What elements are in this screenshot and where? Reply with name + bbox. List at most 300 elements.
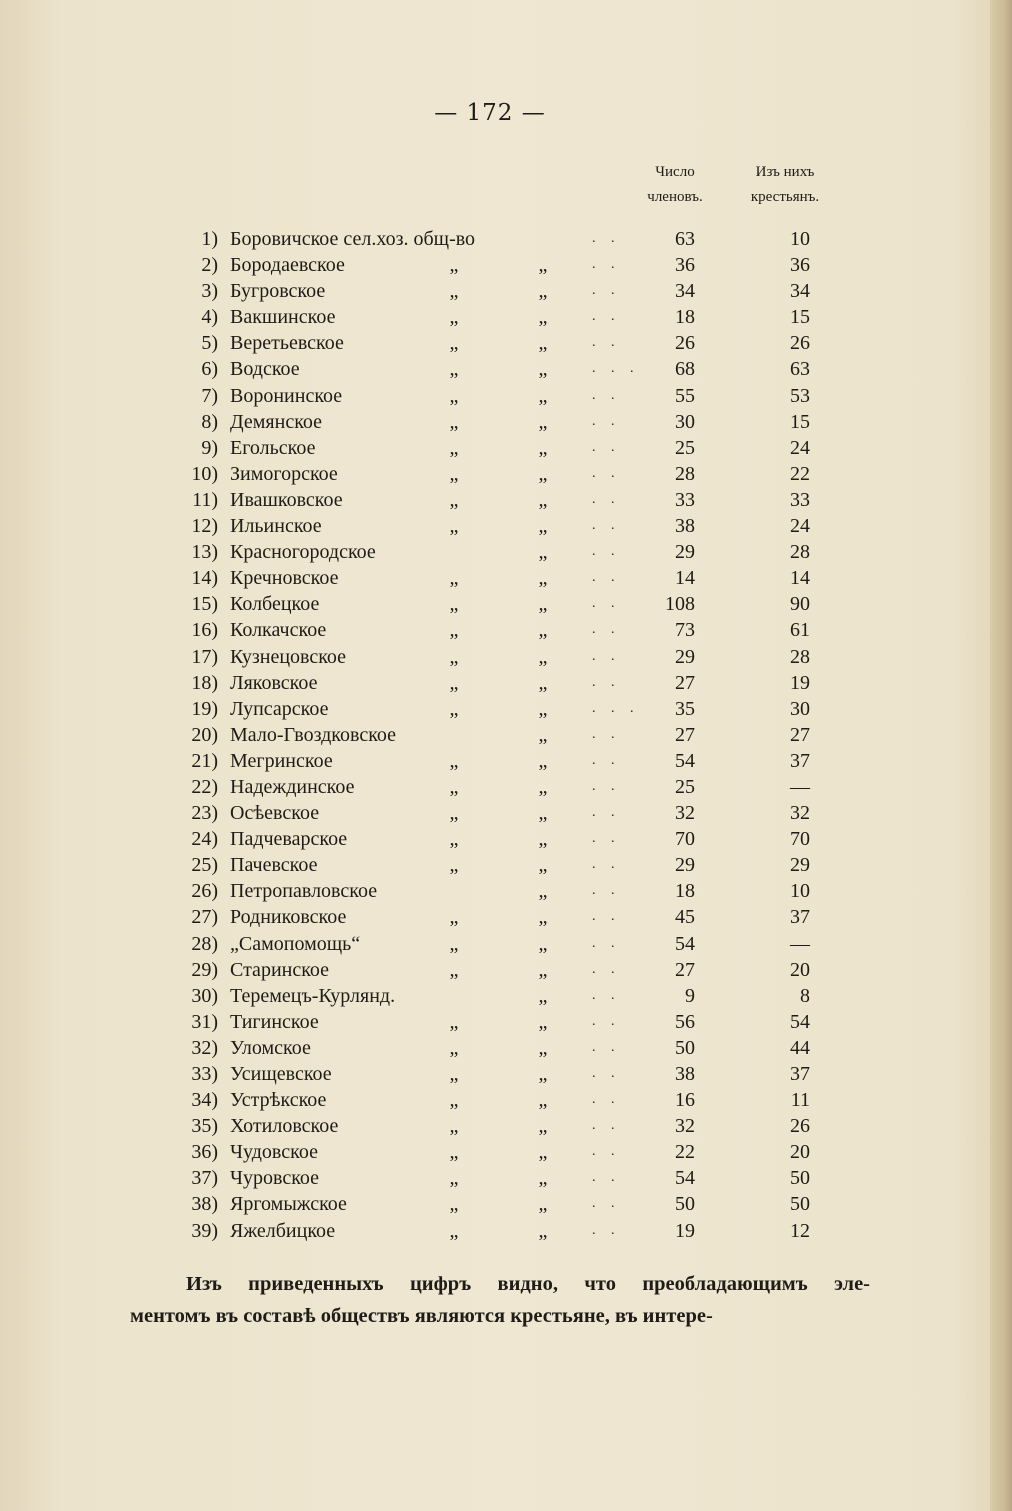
row-number: 3) bbox=[201, 280, 218, 303]
row-number: 35) bbox=[191, 1115, 218, 1138]
row-number: 12) bbox=[191, 515, 218, 538]
ditto-mark: „ bbox=[449, 384, 459, 407]
society-name: Веретьевское bbox=[230, 332, 344, 355]
row-number: 24) bbox=[191, 828, 218, 851]
table-row bbox=[0, 904, 1012, 930]
members-count: 25 bbox=[675, 436, 695, 459]
society-name: Чуровское bbox=[230, 1167, 320, 1190]
leader-dots: . . bbox=[592, 465, 621, 481]
ditto-mark: „ bbox=[538, 645, 548, 668]
row-number: 29) bbox=[191, 958, 218, 981]
society-name: Водское bbox=[230, 358, 300, 381]
table-row bbox=[0, 1191, 1012, 1217]
leader-dots: . . bbox=[592, 491, 621, 507]
table-row bbox=[0, 1139, 1012, 1165]
row-number: 37) bbox=[191, 1167, 218, 1190]
members-count: 9 bbox=[685, 984, 695, 1007]
members-count: 27 bbox=[675, 958, 695, 981]
ditto-mark: „ bbox=[449, 1063, 459, 1085]
ditto-mark: „ bbox=[538, 1010, 548, 1033]
ditto-mark: „ bbox=[538, 671, 548, 694]
ditto-mark: „ bbox=[538, 828, 548, 851]
row-number: 26) bbox=[191, 880, 218, 903]
table-row bbox=[0, 617, 1012, 643]
members-count: 16 bbox=[675, 1089, 695, 1112]
table-row bbox=[0, 1218, 1012, 1244]
peasants-count: 30 bbox=[790, 697, 810, 720]
page-number: — 172 — bbox=[434, 100, 546, 126]
members-count: 27 bbox=[675, 723, 695, 746]
row-number: 27) bbox=[191, 906, 218, 929]
table-row bbox=[0, 1113, 1012, 1139]
society-name: Петропавловское bbox=[230, 880, 378, 903]
society-name: Падчеварское bbox=[230, 828, 348, 851]
ditto-mark: „ bbox=[449, 1219, 459, 1242]
ditto-mark: „ bbox=[449, 828, 459, 851]
row-number: 2) bbox=[201, 254, 218, 277]
society-name: Тигинское bbox=[230, 1010, 319, 1033]
ditto-mark: „ bbox=[538, 488, 548, 511]
peasants-count: 15 bbox=[790, 306, 810, 329]
society-name: Кузнецовское bbox=[230, 645, 347, 668]
members-count: 14 bbox=[675, 567, 695, 590]
society-name: Демянское bbox=[230, 410, 323, 433]
table-row bbox=[0, 591, 1012, 617]
members-count: 56 bbox=[675, 1010, 695, 1033]
ditto-mark: „ bbox=[449, 1010, 459, 1033]
peasants-count: 10 bbox=[790, 880, 810, 903]
society-name: Кречновское bbox=[230, 567, 339, 590]
table-row bbox=[0, 696, 1012, 722]
leader-dots: . . bbox=[592, 283, 621, 299]
ditto-mark: „ bbox=[449, 749, 459, 772]
peasants-count: 24 bbox=[790, 436, 810, 459]
peasants-count: 50 bbox=[790, 1193, 810, 1216]
ditto-mark: „ bbox=[538, 697, 548, 720]
society-name: „Самопомощь“ bbox=[230, 932, 361, 955]
society-name: Чудовское bbox=[230, 1141, 318, 1164]
society-name: Егольское bbox=[230, 436, 316, 459]
ditto-mark: „ bbox=[449, 410, 459, 433]
ditto-mark: „ bbox=[449, 358, 459, 381]
leader-dots: . . bbox=[592, 1092, 621, 1108]
leader-dots: . . bbox=[592, 752, 621, 768]
peasants-count: 24 bbox=[790, 515, 810, 538]
society-name: Колкачское bbox=[230, 619, 327, 642]
peasants-count: 61 bbox=[790, 619, 810, 642]
leader-dots: . . bbox=[592, 961, 621, 977]
row-number: 34) bbox=[191, 1089, 218, 1112]
row-number: 16) bbox=[191, 619, 218, 642]
leader-dots: . . bbox=[592, 674, 621, 690]
society-name: Лупсарское bbox=[230, 697, 329, 720]
peasants-count: 20 bbox=[790, 958, 810, 981]
leader-dots: . . . bbox=[592, 700, 640, 716]
society-name: Родниковское bbox=[230, 906, 347, 929]
peasants-count: — bbox=[790, 775, 810, 798]
ditto-mark: „ bbox=[449, 671, 459, 694]
row-number: 19) bbox=[191, 697, 218, 720]
members-count: 19 bbox=[675, 1219, 695, 1242]
ditto-mark: „ bbox=[449, 436, 459, 459]
row-number: 5) bbox=[201, 332, 218, 355]
ditto-mark: „ bbox=[449, 515, 459, 538]
members-count: 29 bbox=[675, 645, 695, 668]
leader-dots: . . bbox=[592, 883, 621, 899]
ditto-mark: „ bbox=[538, 619, 548, 642]
leader-dots: . . bbox=[592, 805, 621, 821]
table-row bbox=[0, 461, 1012, 487]
row-number: 39) bbox=[191, 1219, 218, 1242]
ditto-mark: „ bbox=[449, 254, 459, 277]
row-number: 31) bbox=[191, 1010, 218, 1033]
ditto-mark: „ bbox=[538, 802, 548, 825]
ditto-mark: „ bbox=[538, 906, 548, 929]
table-row bbox=[0, 644, 1012, 670]
table-row bbox=[0, 852, 1012, 878]
row-number: 30) bbox=[191, 984, 218, 1007]
ditto-mark: „ bbox=[538, 306, 548, 329]
row-number: 8) bbox=[201, 410, 218, 433]
row-number: 22) bbox=[191, 775, 218, 798]
ditto-mark: „ bbox=[538, 358, 548, 381]
ditto-mark: „ bbox=[538, 932, 548, 955]
members-count: 63 bbox=[675, 228, 695, 250]
leader-dots: . . bbox=[592, 231, 621, 246]
row-number: 4) bbox=[201, 306, 218, 329]
ditto-mark: „ bbox=[449, 1036, 459, 1059]
members-count: 29 bbox=[675, 854, 695, 877]
members-count: 35 bbox=[675, 697, 695, 720]
ditto-mark: „ bbox=[449, 280, 459, 303]
society-name: Зимогорское bbox=[230, 462, 338, 485]
ditto-mark: „ bbox=[449, 932, 459, 955]
society-name: Мегринское bbox=[230, 749, 333, 772]
peasants-count: 32 bbox=[790, 802, 810, 825]
society-name: Уломское bbox=[230, 1036, 311, 1059]
ditto-mark: „ bbox=[449, 488, 459, 511]
leader-dots: . . bbox=[592, 831, 621, 847]
ditto-mark: „ bbox=[538, 1193, 548, 1216]
table-row bbox=[0, 356, 1012, 382]
ditto-mark: „ bbox=[538, 593, 548, 616]
column-header-members bbox=[625, 160, 725, 210]
society-name: Усищевское bbox=[230, 1063, 332, 1085]
table-row bbox=[0, 1009, 1012, 1035]
members-count: 33 bbox=[675, 488, 695, 511]
ditto-mark: „ bbox=[538, 1063, 548, 1085]
table-row bbox=[0, 983, 1012, 1009]
row-number: 20) bbox=[191, 723, 218, 746]
ditto-mark: „ bbox=[449, 462, 459, 485]
society-name: Яжелбицкое bbox=[230, 1219, 336, 1242]
peasants-count: 37 bbox=[790, 906, 810, 929]
members-count: 18 bbox=[675, 306, 695, 329]
leader-dots: . . bbox=[592, 909, 621, 925]
peasants-count: 10 bbox=[790, 228, 810, 250]
table-row bbox=[0, 539, 1012, 565]
ditto-mark: „ bbox=[538, 384, 548, 407]
leader-dots: . . bbox=[592, 439, 621, 455]
column-header-peasants-line1: Изъ нихъ bbox=[755, 164, 815, 180]
ditto-mark: „ bbox=[449, 619, 459, 642]
peasants-count: 37 bbox=[790, 749, 810, 772]
column-header-members-line2: членовъ. bbox=[647, 189, 703, 205]
members-count: 38 bbox=[675, 515, 695, 538]
leader-dots: . . bbox=[592, 726, 621, 742]
table-row bbox=[0, 1035, 1012, 1061]
ditto-mark: „ bbox=[449, 775, 459, 798]
ditto-mark: „ bbox=[538, 1141, 548, 1164]
leader-dots: . . bbox=[592, 1066, 621, 1081]
ditto-mark: „ bbox=[538, 1219, 548, 1242]
peasants-count: 90 bbox=[790, 593, 810, 616]
table-row bbox=[0, 878, 1012, 904]
ditto-mark: „ bbox=[449, 1167, 459, 1190]
table-row bbox=[0, 435, 1012, 461]
ditto-mark: „ bbox=[538, 515, 548, 538]
ditto-mark: „ bbox=[449, 802, 459, 825]
society-name: Старинское bbox=[230, 958, 330, 981]
ditto-mark: „ bbox=[538, 462, 548, 485]
ditto-mark: „ bbox=[538, 567, 548, 590]
row-number: 23) bbox=[191, 802, 218, 825]
row-number: 21) bbox=[191, 749, 218, 772]
ditto-mark: „ bbox=[538, 332, 548, 355]
leader-dots: . . bbox=[592, 778, 621, 794]
table-row bbox=[0, 252, 1012, 278]
society-name: Бугровское bbox=[230, 280, 326, 303]
row-number: 11) bbox=[192, 488, 218, 511]
ditto-mark: „ bbox=[538, 958, 548, 981]
peasants-count: 11 bbox=[790, 1089, 810, 1112]
leader-dots: . . bbox=[592, 622, 621, 638]
ditto-mark: „ bbox=[538, 1115, 548, 1138]
society-name: Устрѣкское bbox=[230, 1089, 327, 1112]
ditto-mark: „ bbox=[538, 854, 548, 877]
row-number: 15) bbox=[191, 593, 218, 616]
ditto-mark: „ bbox=[538, 749, 548, 772]
table-row bbox=[0, 330, 1012, 356]
members-count: 32 bbox=[675, 1115, 695, 1138]
members-count: 45 bbox=[675, 906, 695, 929]
ditto-mark: „ bbox=[449, 958, 459, 981]
table-row bbox=[0, 1087, 1012, 1113]
peasants-count: 33 bbox=[790, 488, 810, 511]
peasants-count: 8 bbox=[800, 984, 810, 1007]
ditto-mark: „ bbox=[449, 906, 459, 929]
leader-dots: . . bbox=[592, 387, 621, 403]
society-name: Надеждинское bbox=[230, 775, 355, 798]
ditto-mark: „ bbox=[538, 880, 548, 903]
society-name: Яргомыжское bbox=[230, 1193, 347, 1216]
table-row bbox=[0, 487, 1012, 513]
ditto-mark: „ bbox=[538, 984, 548, 1007]
leader-dots: . . bbox=[592, 257, 621, 273]
peasants-count: 34 bbox=[790, 280, 810, 303]
members-count: 27 bbox=[675, 671, 695, 694]
members-count: 34 bbox=[675, 280, 695, 303]
peasants-count: 20 bbox=[790, 1141, 810, 1164]
row-number: 28) bbox=[191, 932, 218, 955]
leader-dots: . . bbox=[592, 1118, 621, 1134]
ditto-mark: „ bbox=[449, 1115, 459, 1138]
members-count: 25 bbox=[675, 775, 695, 798]
row-number: 6) bbox=[201, 358, 218, 381]
leader-dots: . . bbox=[592, 1144, 621, 1160]
column-header-peasants-line2: крестьянъ. bbox=[750, 189, 820, 205]
leader-dots: . . bbox=[592, 1013, 621, 1029]
society-name: Ляковское bbox=[230, 671, 318, 694]
society-name: Колбецкое bbox=[230, 593, 320, 616]
leader-dots: . . bbox=[592, 1196, 621, 1212]
footer-paragraph bbox=[130, 1268, 870, 1332]
peasants-count: 28 bbox=[790, 645, 810, 668]
ditto-mark: „ bbox=[538, 410, 548, 433]
members-count: 30 bbox=[675, 410, 695, 433]
table-row bbox=[0, 1061, 1012, 1087]
members-count: 22 bbox=[675, 1141, 695, 1164]
society-name: Бородаевское bbox=[230, 254, 345, 277]
leader-dots: . . bbox=[592, 648, 621, 664]
ditto-mark: „ bbox=[449, 593, 459, 616]
ditto-mark: „ bbox=[449, 854, 459, 877]
ditto-mark: „ bbox=[449, 1193, 459, 1216]
members-count: 38 bbox=[675, 1063, 695, 1085]
members-count: 54 bbox=[675, 932, 695, 955]
peasants-count: 70 bbox=[790, 828, 810, 851]
societies-table bbox=[0, 226, 1012, 1244]
peasants-count: 27 bbox=[790, 723, 810, 746]
ditto-mark: „ bbox=[538, 723, 548, 746]
leader-dots: . . bbox=[592, 1222, 621, 1238]
table-row bbox=[0, 1165, 1012, 1191]
table-row bbox=[0, 774, 1012, 800]
table-row bbox=[0, 565, 1012, 591]
peasants-count: 28 bbox=[790, 541, 810, 564]
leader-dots: . . bbox=[592, 857, 621, 873]
column-header-members-line1: Число bbox=[655, 164, 695, 180]
members-count: 26 bbox=[675, 332, 695, 355]
column-header-peasants bbox=[730, 160, 840, 210]
ditto-mark: „ bbox=[538, 1089, 548, 1112]
row-number: 38) bbox=[191, 1193, 218, 1216]
leader-dots: . . bbox=[592, 935, 621, 951]
ditto-mark: „ bbox=[538, 1167, 548, 1190]
ditto-mark: „ bbox=[449, 567, 459, 590]
society-name: Вакшинское bbox=[230, 306, 336, 329]
row-number: 33) bbox=[191, 1063, 218, 1085]
members-count: 55 bbox=[675, 384, 695, 407]
society-name: Ильинское bbox=[230, 515, 322, 538]
row-number: 36) bbox=[191, 1141, 218, 1164]
society-name: Мало-Гвоздковское bbox=[230, 723, 397, 746]
peasants-count: 22 bbox=[790, 462, 810, 485]
row-number: 14) bbox=[191, 567, 218, 590]
peasants-count: 50 bbox=[790, 1167, 810, 1190]
row-number: 13) bbox=[191, 541, 218, 564]
peasants-count: 15 bbox=[790, 410, 810, 433]
members-count: 29 bbox=[675, 541, 695, 564]
members-count: 68 bbox=[675, 358, 695, 381]
row-number: 18) bbox=[191, 671, 218, 694]
leader-dots: . . bbox=[592, 1039, 621, 1055]
ditto-mark: „ bbox=[538, 436, 548, 459]
society-name: Боровичское сел.хоз. общ-во bbox=[230, 228, 476, 250]
members-count: 32 bbox=[675, 802, 695, 825]
table-row bbox=[0, 226, 1012, 252]
row-number: 9) bbox=[201, 436, 218, 459]
leader-dots: . . bbox=[592, 335, 621, 351]
society-name: Теремецъ-Курлянд. bbox=[230, 984, 396, 1007]
table-row bbox=[0, 278, 1012, 304]
table-row bbox=[0, 304, 1012, 330]
ditto-mark: „ bbox=[538, 541, 548, 564]
society-name: Воронинское bbox=[230, 384, 343, 407]
peasants-count: 63 bbox=[790, 358, 810, 381]
members-count: 50 bbox=[675, 1036, 695, 1059]
ditto-mark: „ bbox=[538, 280, 548, 303]
members-count: 108 bbox=[665, 593, 695, 616]
leader-dots: . . bbox=[592, 309, 621, 325]
ditto-mark: „ bbox=[449, 645, 459, 668]
leader-dots: . . bbox=[592, 1170, 621, 1186]
table-row bbox=[0, 957, 1012, 983]
row-number: 1) bbox=[201, 228, 218, 250]
table-row bbox=[0, 409, 1012, 435]
table-row bbox=[0, 722, 1012, 748]
peasants-count: 44 bbox=[790, 1036, 810, 1059]
table-row bbox=[0, 383, 1012, 409]
table-row bbox=[0, 800, 1012, 826]
table-row bbox=[0, 748, 1012, 774]
peasants-count: 37 bbox=[790, 1063, 810, 1085]
leader-dots: . . bbox=[592, 987, 621, 1003]
table-row bbox=[0, 670, 1012, 696]
leader-dots: . . bbox=[592, 544, 621, 560]
footer-line-2: ментомъ въ составѣ обществъ являются крестьяне, въ интере- bbox=[130, 1305, 713, 1327]
society-name: Осѣевское bbox=[230, 802, 320, 825]
row-number: 7) bbox=[201, 384, 218, 407]
peasants-count: 29 bbox=[790, 854, 810, 877]
peasants-count: 53 bbox=[790, 384, 810, 407]
leader-dots: . . bbox=[592, 413, 621, 429]
footer-line-1: Изъ приведенныхъ цифръ видно, что преобладающимъ эле- bbox=[186, 1273, 870, 1295]
table-row bbox=[0, 513, 1012, 539]
row-number: 10) bbox=[191, 462, 218, 485]
members-count: 18 bbox=[675, 880, 695, 903]
row-number: 25) bbox=[191, 854, 218, 877]
ditto-mark: „ bbox=[449, 332, 459, 355]
row-number: 32) bbox=[191, 1036, 218, 1059]
peasants-count: 36 bbox=[790, 254, 810, 277]
peasants-count: — bbox=[790, 932, 810, 955]
peasants-count: 19 bbox=[790, 671, 810, 694]
society-name: Пачевское bbox=[230, 854, 318, 877]
ditto-mark: „ bbox=[538, 1036, 548, 1059]
leader-dots: . . . bbox=[592, 361, 640, 377]
members-count: 54 bbox=[675, 1167, 695, 1190]
members-count: 28 bbox=[675, 462, 695, 485]
ditto-mark: „ bbox=[449, 1089, 459, 1112]
society-name: Хотиловское bbox=[230, 1115, 339, 1138]
peasants-count: 14 bbox=[790, 567, 810, 590]
leader-dots: . . bbox=[592, 596, 621, 612]
leader-dots: . . bbox=[592, 570, 621, 586]
members-count: 70 bbox=[675, 828, 695, 851]
ditto-mark: „ bbox=[538, 775, 548, 798]
members-count: 36 bbox=[675, 254, 695, 277]
